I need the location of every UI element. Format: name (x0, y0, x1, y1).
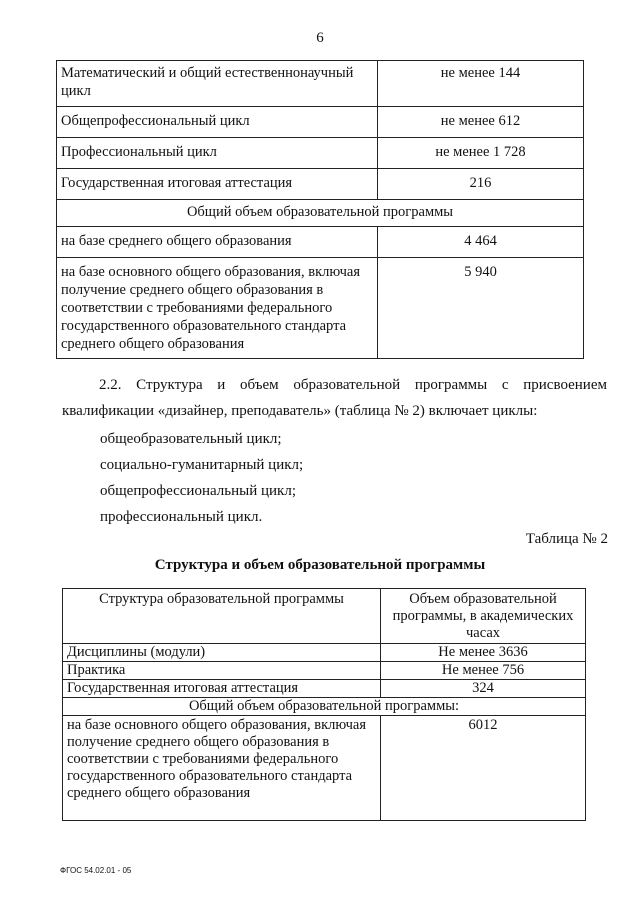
table-row (57, 258, 584, 359)
row-label: Государственная итоговая аттестация (57, 169, 378, 200)
row-label: Дисциплины (модули) (63, 644, 381, 662)
table-merged-row (63, 698, 586, 716)
cycles-list (100, 426, 303, 530)
row-label: на базе основного общего образования, включая получение среднего общего образования в соответствии с требованиями федерального государственного образовательного стандарта среднего общего образования (63, 716, 381, 821)
table-header-row (63, 589, 586, 644)
list-item: социально-гуманитарный цикл; (100, 457, 304, 473)
row-value: 216 (378, 169, 584, 200)
row-value: не менее 1 728 (378, 138, 584, 169)
table-row (57, 227, 584, 258)
row-value: 5 940 (378, 258, 584, 359)
row-label: Практика (63, 662, 381, 680)
program-volume-table-2 (62, 588, 586, 821)
table-merged-row (57, 200, 584, 227)
row-value: Не менее 3636 (381, 644, 586, 662)
row-label: Математический и общий естественнонаучный цикл (57, 61, 378, 107)
row-label: Общепрофессиональный цикл (57, 107, 378, 138)
column-header: Объем образовательной программы, в академических часах (381, 589, 586, 644)
row-label: Государственная итоговая аттестация (63, 680, 381, 698)
row-value: 324 (381, 680, 586, 698)
list-item: общеобразовательный цикл; (100, 431, 282, 447)
row-value: не менее 144 (378, 61, 584, 107)
row-label: на базе основного общего образования, включая получение среднего общего образования в соответствии с требованиями федерального государственного образовательного стандарта среднего общего образования (57, 258, 378, 359)
row-value: 6012 (381, 716, 586, 821)
table-label: Таблица № 2 (525, 531, 608, 547)
table-title: Структура и объем образовательной программы (154, 557, 486, 573)
footer-code: ФГОС 54.02.01 - 05 (60, 866, 132, 875)
table-row (57, 61, 584, 107)
table-row (57, 138, 584, 169)
merged-heading: Общий объем образовательной программы: (63, 698, 586, 716)
row-value: 4 464 (378, 227, 584, 258)
table-row (63, 644, 586, 662)
table-row (63, 716, 586, 821)
row-label: Профессиональный цикл (57, 138, 378, 169)
list-item: профессиональный цикл. (100, 509, 263, 525)
merged-heading: Общий объем образовательной программы (57, 200, 584, 227)
table-row (63, 662, 586, 680)
column-header: Структура образовательной программы (63, 589, 381, 644)
table-row (57, 107, 584, 138)
program-volume-table-1 (56, 60, 584, 359)
list-item: общепрофессиональный цикл; (100, 483, 296, 499)
row-value: Не менее 756 (381, 662, 586, 680)
row-label: на базе среднего общего образования (57, 227, 378, 258)
table-row (57, 169, 584, 200)
table-row (63, 680, 586, 698)
page-number: 6 (316, 30, 324, 46)
section-paragraph: 2.2. Структура и объем образовательной программы с присвоением квалификации «дизайнер, преподаватель» (таблица № 2) включает циклы: (62, 377, 607, 419)
row-value: не менее 612 (378, 107, 584, 138)
